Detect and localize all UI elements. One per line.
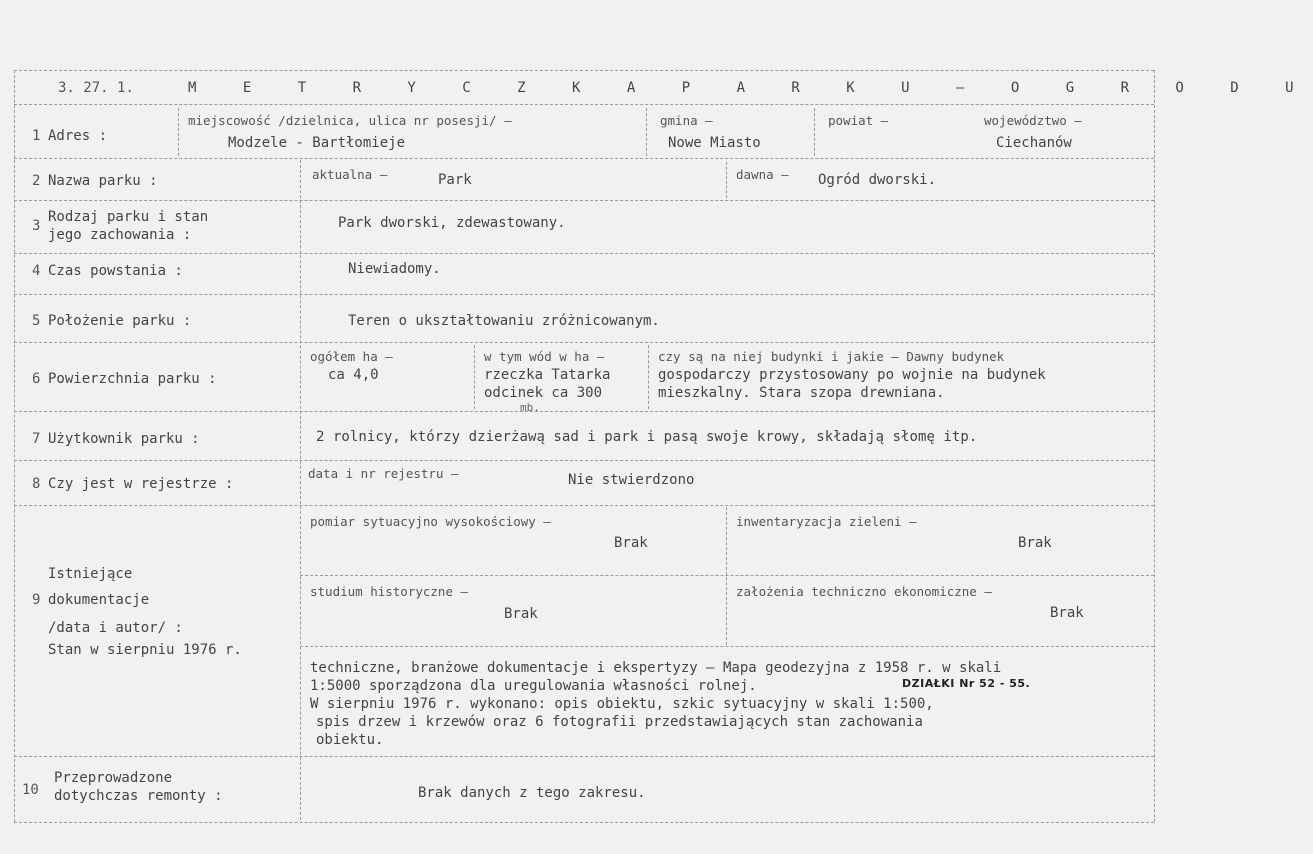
row-4-number: 4 [32, 263, 41, 279]
row-3-label-line-1: Rodzaj parku i stan [48, 209, 209, 225]
handwritten-plots-note: DZIAŁKI Nr 52 - 55. [902, 677, 1031, 690]
historical-study-value: Brak [504, 606, 538, 622]
technical-docs-line-5: obiektu. [316, 732, 384, 748]
greenery-inventory-value: Brak [1018, 535, 1052, 551]
total-area-caption: ogółem ha – [310, 349, 393, 364]
total-area-value: ca 4,0 [328, 367, 379, 383]
row-2-label: Nazwa parku : [48, 173, 158, 189]
rule-r9-bottom [14, 756, 1154, 757]
technical-docs-line-4: spis drzew i krzewów oraz 6 fotografii przedstawiających stan zachowania [316, 714, 923, 730]
row-5-label: Położenie parku : [48, 313, 192, 329]
greenery-inventory-caption: inwentaryzacja zieleni – [736, 514, 917, 529]
historical-study-caption: studium historyczne – [310, 584, 469, 599]
location-caption: miejscowość /dzielnica, ulica nr posesji/ – [188, 113, 512, 128]
row-1-number: 1 [32, 128, 41, 144]
rule-top [14, 70, 1154, 71]
survey-value: Brak [614, 535, 648, 551]
rule-r9-lower [300, 646, 1154, 647]
row-9-number: 9 [32, 592, 41, 608]
water-area-line-3: odcinek ca 300 [484, 385, 603, 401]
row-3-number: 3 [32, 218, 41, 234]
rule-r4-bottom [14, 294, 1154, 295]
park-type-value: Park dworski, zdewastowany. [338, 215, 566, 231]
rule-r9-mid [300, 575, 1154, 576]
card-title: M E T R Y C Z K A P A R K U – O G R O D U [188, 80, 1313, 96]
register-caption: data i nr rejestru – [308, 466, 459, 481]
rule-header-bottom [14, 104, 1154, 105]
rule-r1-powiat [814, 108, 815, 156]
row-8-number: 8 [32, 476, 41, 492]
water-area-line-2: rzeczka Tatarka [484, 367, 611, 383]
creation-time-value: Niewiadomy. [348, 261, 441, 277]
technical-assumptions-value: Brak [1050, 605, 1084, 621]
row-9-label-line-4: Stan w sierpniu 1976 r. [48, 642, 242, 658]
rule-r9-split [726, 507, 727, 645]
rule-label-column [300, 160, 301, 820]
rule-r6-buildings [648, 345, 649, 409]
water-area-caption: w tym wód w ha – [484, 349, 605, 364]
buildings-line-1: czy są na niej budynki i jakie – Dawny budynek [658, 349, 1005, 364]
row-10-label-line-1: Przeprowadzone [54, 770, 173, 786]
gmina-caption: gmina – [660, 113, 713, 128]
technical-docs-line-3: W sierpniu 1976 r. wykonano: opis obiektu, szkic sytuacyjny w skali 1:500, [310, 696, 934, 712]
park-user-value: 2 rolnicy, którzy dzierżawą sad i park i pasą swoje krowy, składają słomę itp. [316, 429, 978, 445]
repairs-value: Brak danych z tego zakresu. [418, 785, 646, 801]
voivodeship-value: Ciechanów [996, 135, 1072, 151]
technical-docs-line-2: 1:5000 sporządzona dla uregulowania własności rolnej. [310, 678, 757, 694]
former-name-caption: dawna – [736, 167, 789, 182]
row-1-label: Adres : [48, 128, 108, 144]
rule-right [1154, 70, 1155, 822]
row-9-label-line-3: /data i autor/ : [48, 620, 183, 636]
row-3-label-line-2: jego zachowania : [48, 227, 192, 243]
rule-r5-bottom [14, 342, 1154, 343]
technical-assumptions-caption: założenia techniczno ekonomiczne – [736, 584, 992, 599]
rule-r8-bottom [14, 505, 1154, 506]
row-6-label: Powierzchnia parku : [48, 371, 217, 387]
row-7-label: Użytkownik parku : [48, 431, 200, 447]
card-number: 3. 27. 1. [58, 80, 134, 96]
survey-caption: pomiar sytuacyjno wysokościowy – [310, 514, 551, 529]
row-10-number: 10 [22, 782, 39, 798]
row-9-label-line-2: dokumentacje [48, 592, 150, 608]
location-value: Modzele - Bartłomieje [228, 135, 406, 151]
former-name-value: Ogród dworski. [818, 172, 937, 188]
rule-left [14, 70, 15, 822]
row-9-label-line-1: Istniejące [48, 566, 133, 582]
current-name-value: Park [438, 172, 472, 188]
rule-r7-bottom [14, 460, 1154, 461]
rule-r2-bottom [14, 200, 1154, 201]
rule-r6-water [474, 345, 475, 409]
buildings-line-2: gospodarczy przystosowany po wojnie na budynek [658, 367, 1046, 383]
powiat-caption: powiat – [828, 113, 889, 128]
voivodeship-caption: województwo – [984, 113, 1082, 128]
row-4-label: Czas powstania : [48, 263, 183, 279]
buildings-line-3: mieszkalny. Stara szopa drewniana. [658, 385, 945, 401]
row-6-number: 6 [32, 371, 41, 387]
row-5-number: 5 [32, 313, 41, 329]
register-value: Nie stwierdzono [568, 472, 695, 488]
rule-bottom [14, 822, 1154, 823]
location-terrain-value: Teren o ukształtowaniu zróżnicowanym. [348, 313, 660, 329]
gmina-value: Nowe Miasto [668, 135, 761, 151]
row-2-number: 2 [32, 173, 41, 189]
rule-r2-former [726, 162, 727, 198]
row-10-label-line-2: dotychczas remonty : [54, 788, 223, 804]
row-8-label: Czy jest w rejestrze : [48, 476, 234, 492]
technical-docs-line-1: techniczne, branżowe dokumentacje i ekspertyzy – Mapa geodezyjna z 1958 r. w skali [310, 660, 1002, 676]
rule-r1-label [178, 108, 179, 156]
water-area-line-4: mb. [520, 401, 540, 414]
current-name-caption: aktualna – [312, 167, 388, 182]
rule-r6-bottom [14, 411, 1154, 412]
row-7-number: 7 [32, 431, 41, 447]
rule-r1-bottom [14, 158, 1154, 159]
rule-r3-bottom [14, 253, 1154, 254]
rule-r1-gmina [646, 108, 647, 156]
